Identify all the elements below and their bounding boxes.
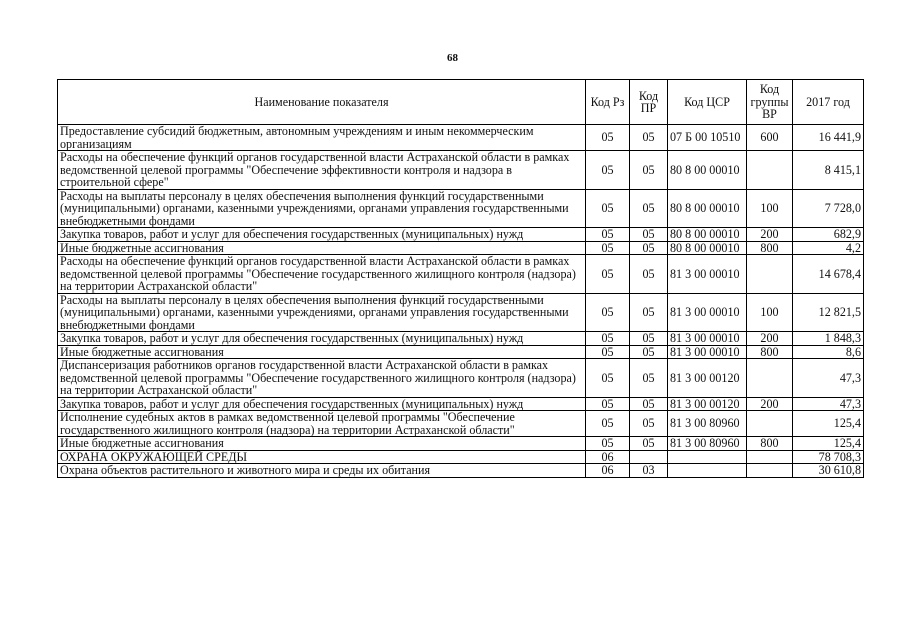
cell-value: 14 678,4 xyxy=(793,255,864,294)
table-row xyxy=(58,189,864,228)
cell-vr xyxy=(747,359,793,398)
cell-value: 125,4 xyxy=(793,411,864,437)
cell-pr: 05 xyxy=(630,228,668,242)
cell-rz: 05 xyxy=(586,241,630,255)
cell-value: 30 610,8 xyxy=(793,464,864,478)
cell-vr: 200 xyxy=(747,228,793,242)
cell-csr: 81 3 00 00010 xyxy=(668,332,747,346)
cell-vr xyxy=(747,255,793,294)
cell-pr: 05 xyxy=(630,411,668,437)
cell-pr: 05 xyxy=(630,151,668,190)
cell-rz: 05 xyxy=(586,125,630,151)
cell-pr: 05 xyxy=(630,345,668,359)
cell-pr xyxy=(630,450,668,464)
table-row xyxy=(58,241,864,255)
cell-csr: 81 3 00 00010 xyxy=(668,293,747,332)
cell-rz: 05 xyxy=(586,411,630,437)
cell-csr: 81 3 00 00010 xyxy=(668,255,747,294)
table-header-row xyxy=(58,80,864,125)
cell-rz: 06 xyxy=(586,464,630,478)
cell-csr: 80 8 00 00010 xyxy=(668,228,747,242)
cell-pr: 05 xyxy=(630,255,668,294)
cell-vr xyxy=(747,151,793,190)
cell-value: 125,4 xyxy=(793,437,864,451)
table-row xyxy=(58,450,864,464)
cell-csr: 81 3 00 00120 xyxy=(668,359,747,398)
cell-vr: 800 xyxy=(747,437,793,451)
cell-value: 8,6 xyxy=(793,345,864,359)
table-row xyxy=(58,228,864,242)
cell-value: 7 728,0 xyxy=(793,189,864,228)
header-pr: Код ПР xyxy=(630,80,668,125)
cell-rz: 05 xyxy=(586,255,630,294)
cell-name: Расходы на обеспечение функций органов государственной власти Астраханской области в рамках ведомственной целевой программы "Обеспечение эффективности контроля и надзора в строительной сфере" xyxy=(58,151,586,190)
cell-rz: 05 xyxy=(586,359,630,398)
cell-rz: 05 xyxy=(586,397,630,411)
cell-pr: 05 xyxy=(630,125,668,151)
cell-vr: 100 xyxy=(747,293,793,332)
cell-vr: 600 xyxy=(747,125,793,151)
cell-rz: 05 xyxy=(586,293,630,332)
header-vr: Код группы ВР xyxy=(747,80,793,125)
cell-vr xyxy=(747,411,793,437)
cell-rz: 05 xyxy=(586,228,630,242)
cell-csr: 81 3 00 00010 xyxy=(668,345,747,359)
cell-value: 47,3 xyxy=(793,359,864,398)
cell-value: 12 821,5 xyxy=(793,293,864,332)
cell-pr: 05 xyxy=(630,332,668,346)
table-row xyxy=(58,411,864,437)
cell-vr: 800 xyxy=(747,241,793,255)
header-rz: Код Рз xyxy=(586,80,630,125)
cell-rz: 05 xyxy=(586,332,630,346)
page-number: 68 xyxy=(447,52,458,64)
cell-value: 1 848,3 xyxy=(793,332,864,346)
cell-vr xyxy=(747,450,793,464)
header-year: 2017 год xyxy=(793,80,864,125)
cell-name: Иные бюджетные ассигнования xyxy=(58,437,586,451)
budget-table xyxy=(57,79,864,478)
table-row xyxy=(58,437,864,451)
cell-rz: 05 xyxy=(586,345,630,359)
cell-pr: 05 xyxy=(630,189,668,228)
table-row xyxy=(58,293,864,332)
table-row xyxy=(58,332,864,346)
table-row xyxy=(58,397,864,411)
cell-pr: 03 xyxy=(630,464,668,478)
cell-csr: 80 8 00 00010 xyxy=(668,151,747,190)
cell-csr: 81 3 00 80960 xyxy=(668,437,747,451)
cell-rz: 05 xyxy=(586,151,630,190)
cell-name: Иные бюджетные ассигнования xyxy=(58,345,586,359)
cell-csr xyxy=(668,464,747,478)
cell-name: Закупка товаров, работ и услуг для обеспечения государственных (муниципальных) нужд xyxy=(58,228,586,242)
header-csr: Код ЦСР xyxy=(668,80,747,125)
cell-csr: 81 3 00 00120 xyxy=(668,397,747,411)
cell-name: Расходы на обеспечение функций органов государственной власти Астраханской области в рамках ведомственной целевой программы "Обеспечение государственного жилищного контроля (надзора) на территории Астраханской области" xyxy=(58,255,586,294)
cell-pr: 05 xyxy=(630,437,668,451)
table-row xyxy=(58,464,864,478)
cell-name: Предоставление субсидий бюджетным, автономным учреждениям и иным некоммерческим организациям xyxy=(58,125,586,151)
cell-name: ОХРАНА ОКРУЖАЮЩЕЙ СРЕДЫ xyxy=(58,450,586,464)
header-name: Наименование показателя xyxy=(58,80,586,125)
cell-csr xyxy=(668,450,747,464)
table-row xyxy=(58,151,864,190)
cell-name: Охрана объектов растительного и животного мира и среды их обитания xyxy=(58,464,586,478)
cell-value: 47,3 xyxy=(793,397,864,411)
cell-vr: 200 xyxy=(747,397,793,411)
cell-name: Иные бюджетные ассигнования xyxy=(58,241,586,255)
table-row xyxy=(58,345,864,359)
cell-pr: 05 xyxy=(630,397,668,411)
cell-csr: 80 8 00 00010 xyxy=(668,189,747,228)
cell-value: 16 441,9 xyxy=(793,125,864,151)
cell-name: Исполнение судебных актов в рамках ведомственной целевой программы "Обеспечение государственного жилищного контроля (надзора) на территории Астраханской области" xyxy=(58,411,586,437)
cell-vr: 200 xyxy=(747,332,793,346)
cell-rz: 05 xyxy=(586,189,630,228)
cell-vr: 800 xyxy=(747,345,793,359)
table-body xyxy=(58,125,864,478)
cell-name: Расходы на выплаты персоналу в целях обеспечения выполнения функций государственными (муниципальными) органами, казенными учреждениями, органами управления государственными внебюджетными фондами xyxy=(58,293,586,332)
cell-name: Диспансеризация работников органов государственной власти Астраханской области в рамках ведомственной целевой программы "Обеспечение государственного жилищного контроля (надзора) на территории Астраханской области" xyxy=(58,359,586,398)
cell-rz: 05 xyxy=(586,437,630,451)
cell-pr: 05 xyxy=(630,359,668,398)
table-row xyxy=(58,255,864,294)
cell-value: 8 415,1 xyxy=(793,151,864,190)
cell-value: 4,2 xyxy=(793,241,864,255)
cell-vr xyxy=(747,464,793,478)
cell-value: 682,9 xyxy=(793,228,864,242)
cell-csr: 81 3 00 80960 xyxy=(668,411,747,437)
cell-pr: 05 xyxy=(630,293,668,332)
cell-csr: 07 Б 00 10510 xyxy=(668,125,747,151)
cell-rz: 06 xyxy=(586,450,630,464)
cell-vr: 100 xyxy=(747,189,793,228)
cell-pr: 05 xyxy=(630,241,668,255)
table-row xyxy=(58,359,864,398)
table-row xyxy=(58,125,864,151)
cell-name: Расходы на выплаты персоналу в целях обеспечения выполнения функций государственными (муниципальными) органами, казенными учреждениями, органами управления государственными внебюджетными фондами xyxy=(58,189,586,228)
cell-csr: 80 8 00 00010 xyxy=(668,241,747,255)
cell-name: Закупка товаров, работ и услуг для обеспечения государственных (муниципальных) нужд xyxy=(58,332,586,346)
cell-value: 78 708,3 xyxy=(793,450,864,464)
cell-name: Закупка товаров, работ и услуг для обеспечения государственных (муниципальных) нужд xyxy=(58,397,586,411)
